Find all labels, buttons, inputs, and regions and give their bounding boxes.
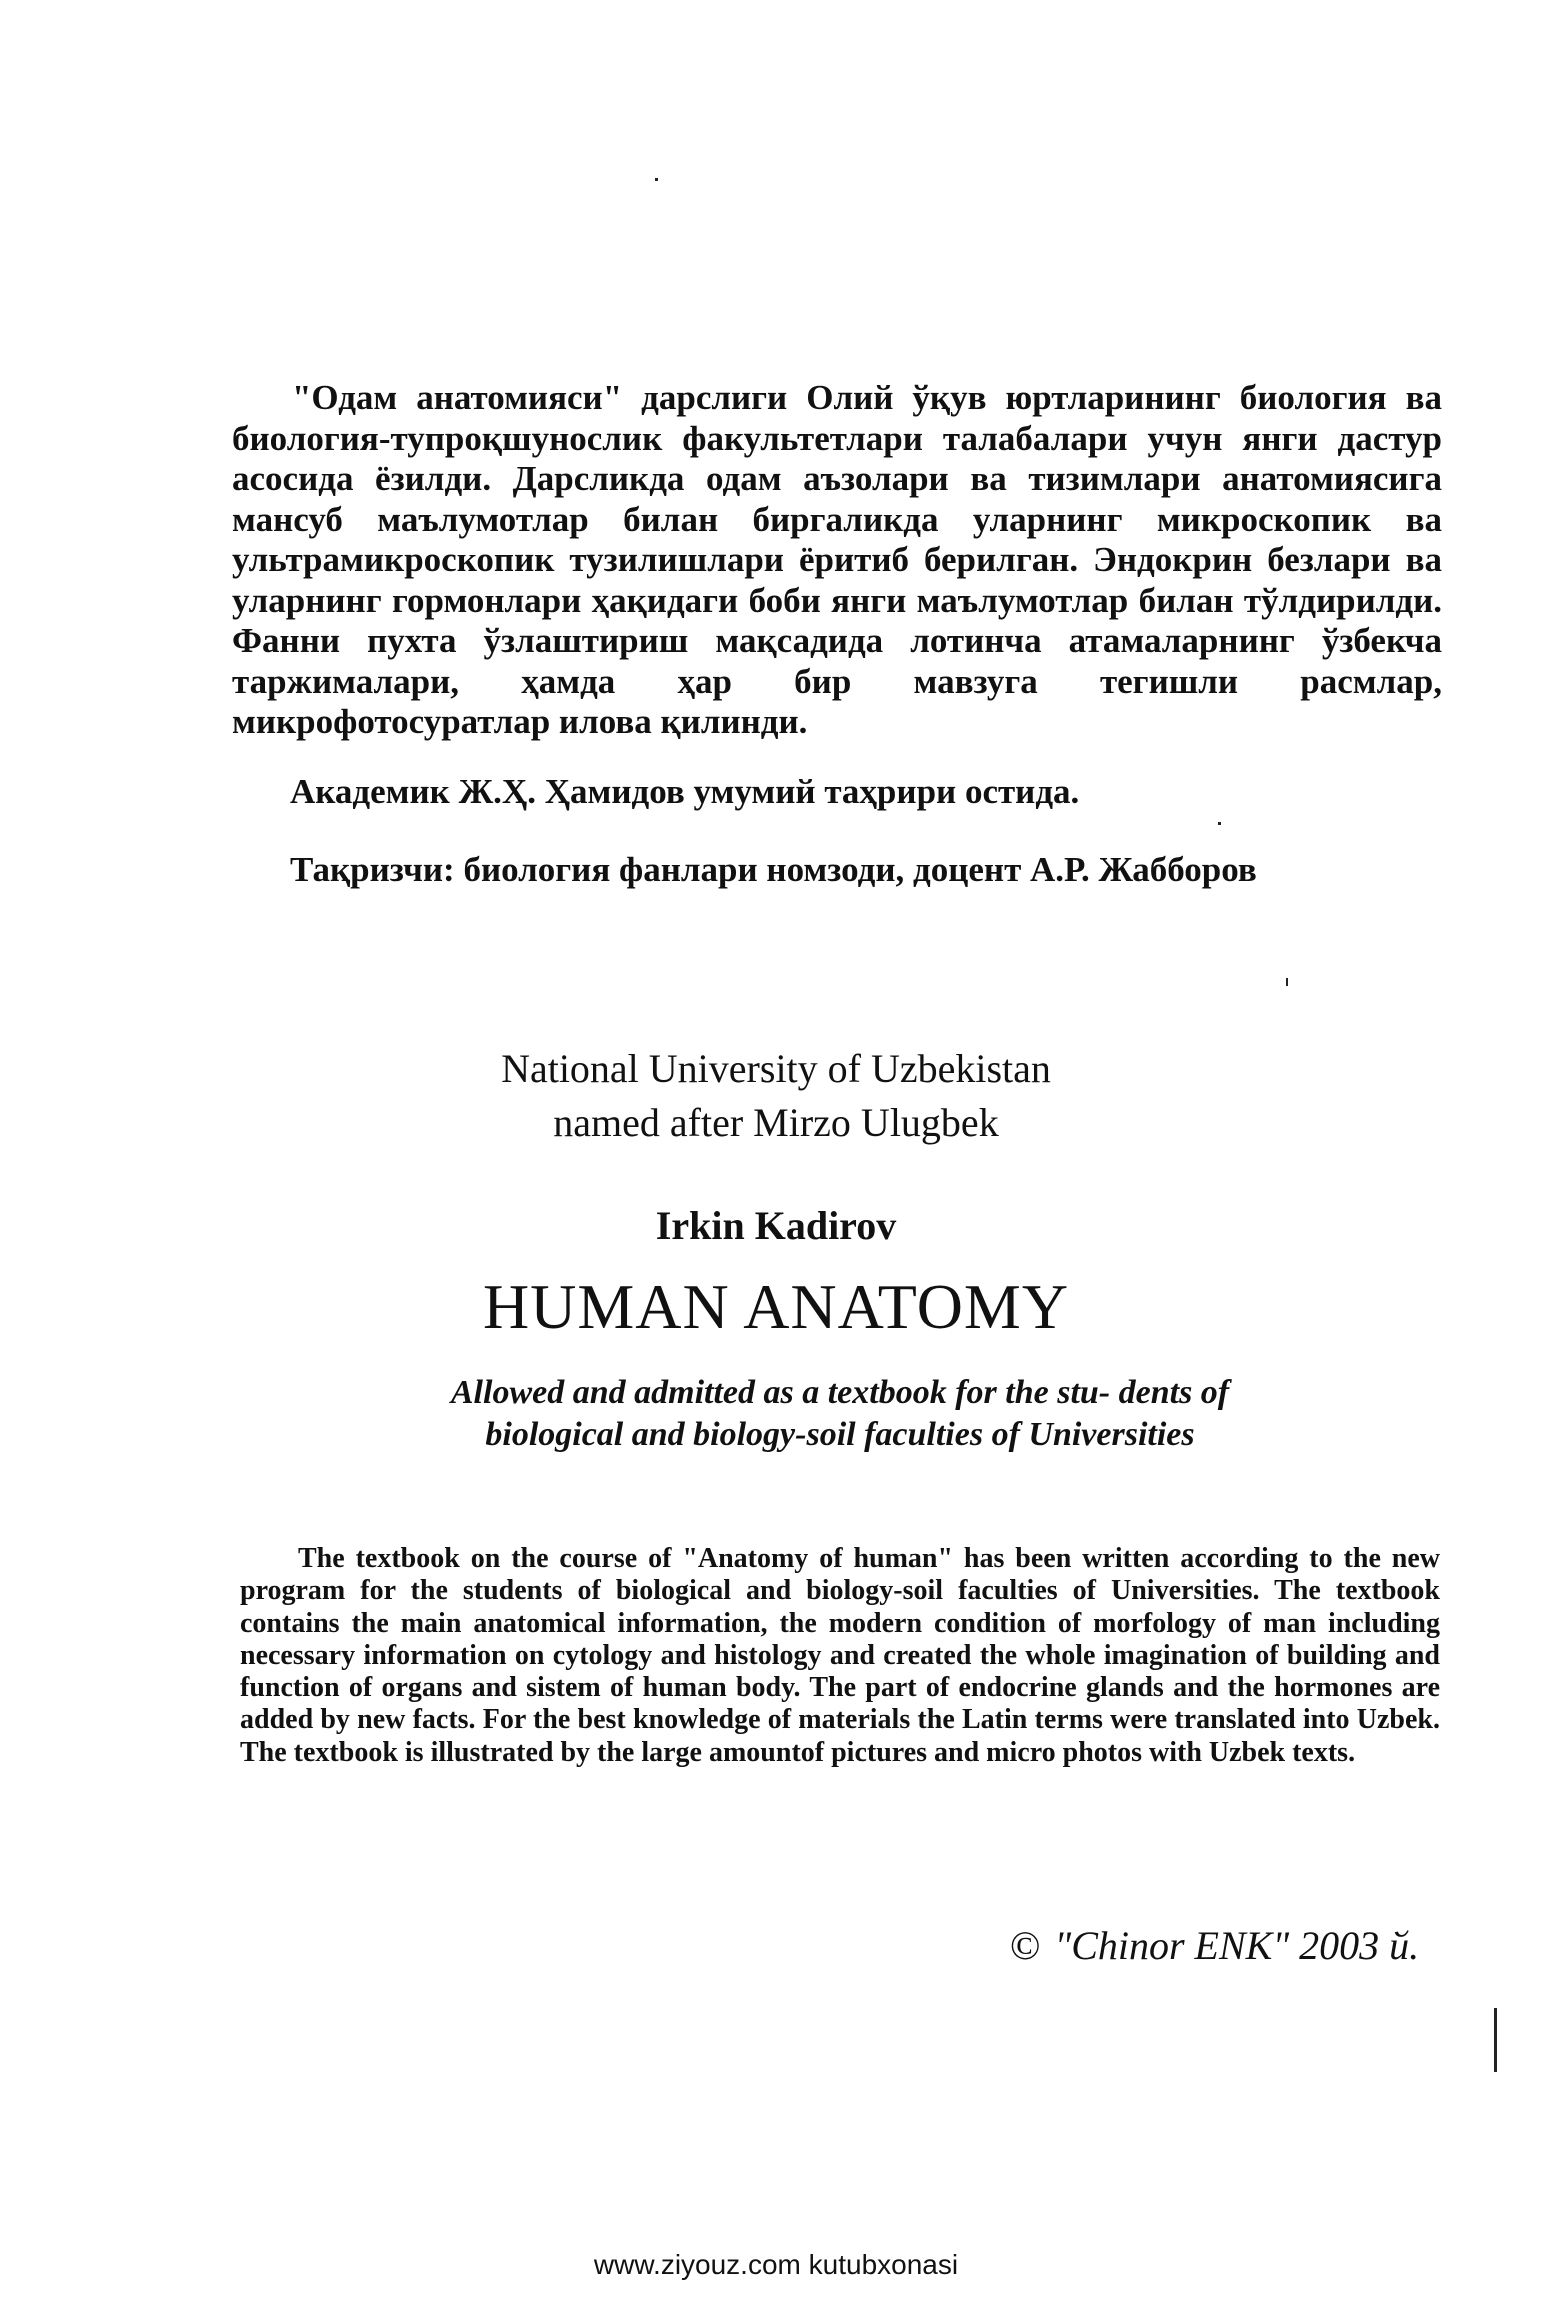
publisher-imprint [1010, 1922, 1419, 1969]
publisher-text: "Chinor ENK" 2003 й. [1054, 1923, 1420, 1968]
book-title: HUMAN ANATOMY [482, 1271, 1070, 1342]
approval-statement: Allowed and admitted as a textbook for the stu- dents of biological and biology-soil faculties of Universities [450, 1374, 1230, 1453]
scan-mark [1494, 2008, 1497, 2072]
author-name: Irkin Kadirov [655, 1203, 897, 1248]
university-name [0, 1042, 1552, 1150]
university-line-1: National University of Uzbekistan [501, 1046, 1051, 1091]
scan-dot [1218, 822, 1221, 825]
copyright-symbol: © [1010, 1923, 1041, 1968]
english-abstract: The textbook on the course of "Anatomy of human" has been written according to the new program for the students of biological and biology-soil faculties of Universities. The textbook contains the main anatomical information, the modern condition of morfology of man including necessary information on cytology and histology and created the whole imagination of building and function of organs and sistem of human body. The part of endocrine glands and the hormones are added by new facts. For the best knowledge of materials the Latin terms were translated into Uzbek. The textbook is illustrated by the large amountof pictures and micro photos with Uzbek texts. [240, 1543, 1440, 1768]
reviewer-credit: Тақризчи: биология фанлари номзоди, доцент А.Р. Жабборов [290, 850, 1257, 889]
scan-dot [1286, 978, 1288, 986]
editor-credit: Академик Ж.Ҳ. Ҳамидов умумий таҳрири остида. [290, 772, 1080, 811]
university-line-2: named after Mirzo Ulugbek [553, 1100, 999, 1145]
footer-credit: www.ziyouz.com kutubxonasi [593, 2249, 959, 2280]
scan-dot [655, 178, 658, 181]
uzbek-abstract: "Одам анатомияси" дарслиги Олий ўқув юртларининг биология ва биология-тупроқшунослик факультетлари талабалари учун янги дастур асосида ёзилди. Дарсликда одам аъзолари ва тизимлари анатомиясига мансуб маълумотлар билан биргаликда уларнинг микроскопик ва ультрамикроскопик тузилишлари ёритиб берилган. Эндокрин безлари ва уларнинг гормонлари ҳақидаги боби янги маълумотлар билан тўлдирилди. Фанни пухта ўзлаштириш мақсадида лотинча атамаларнинг ўзбекча таржималари, ҳамда ҳар бир мавзуга тегишли расмлар, микрофотосуратлар илова қилинди. [232, 378, 1442, 741]
